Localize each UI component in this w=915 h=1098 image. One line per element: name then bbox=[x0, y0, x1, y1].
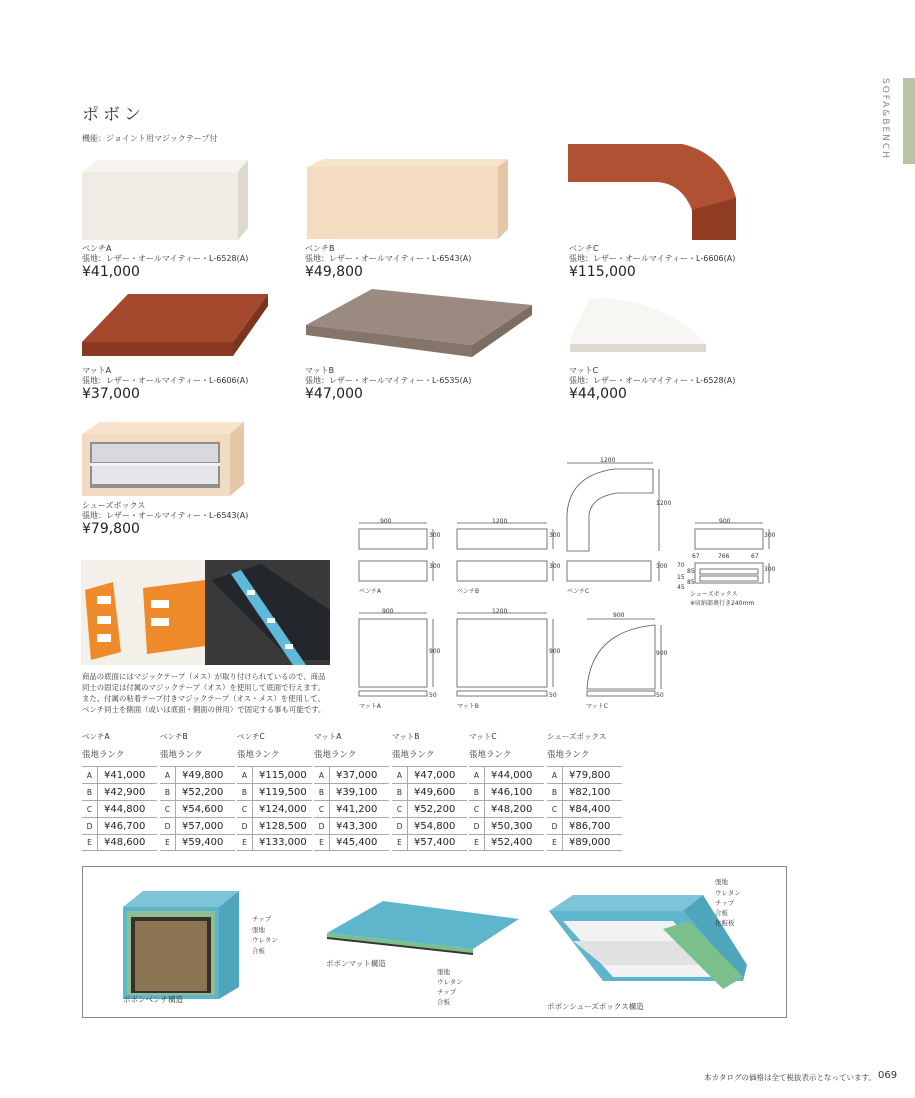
dim-bench-b-h2: 300 bbox=[549, 563, 561, 570]
rank-row bbox=[160, 817, 235, 834]
shoebox-label-decor-board: 化粧板 bbox=[715, 919, 735, 927]
product-mat-c bbox=[569, 366, 735, 402]
mat-a-image bbox=[78, 290, 273, 362]
product-price: ¥47,000 bbox=[305, 386, 363, 402]
shoebox-label-plywood: 合板 bbox=[715, 909, 728, 917]
rank-price: ¥46,100 bbox=[491, 786, 533, 798]
rank-letter: E bbox=[314, 835, 330, 850]
product-price: ¥44,000 bbox=[569, 386, 627, 402]
rank-price: ¥115,000 bbox=[259, 769, 307, 781]
rank-letter: B bbox=[237, 784, 253, 800]
rank-price: ¥133,000 bbox=[259, 837, 307, 848]
rank-price: ¥41,200 bbox=[336, 803, 378, 815]
joint-photo-collage bbox=[81, 560, 330, 665]
rank-column bbox=[160, 731, 235, 851]
dim-mat-a-t: 50 bbox=[429, 692, 437, 699]
rank-letter: C bbox=[160, 801, 176, 817]
shoebox-image bbox=[78, 420, 248, 500]
rank-column-header: 張地ランク bbox=[469, 750, 512, 760]
dim-shoebox-s1: 70 bbox=[677, 562, 685, 569]
rank-column-header: 張地ランク bbox=[547, 750, 590, 760]
dim-shoebox-s2: 85 bbox=[687, 568, 695, 575]
bench-a-image bbox=[78, 158, 253, 243]
rank-row bbox=[82, 834, 157, 851]
rank-row bbox=[547, 800, 622, 817]
shoebox-structure-caption: ポボンシューズボックス構造 bbox=[547, 1002, 644, 1011]
rank-row bbox=[314, 817, 389, 834]
rank-row bbox=[469, 766, 544, 783]
rank-column-name: シューズボックス bbox=[547, 732, 607, 741]
mat-structure-caption: ポボンマット構造 bbox=[326, 959, 386, 968]
product-name: マットB bbox=[305, 366, 335, 375]
product-fabric: 張地：レザー・オールマイティー・L-6543(A) bbox=[82, 511, 249, 520]
product-bench-b bbox=[305, 244, 471, 280]
rank-price: ¥37,000 bbox=[336, 769, 378, 781]
product-name: マットA bbox=[82, 366, 112, 375]
rank-price: ¥52,400 bbox=[491, 837, 533, 848]
rank-row bbox=[392, 800, 467, 817]
rank-price: ¥54,800 bbox=[414, 820, 456, 832]
dim-shoebox-d2: 766 bbox=[718, 553, 730, 560]
rank-column-header: 張地ランク bbox=[160, 750, 203, 760]
mat-label-chip: チップ bbox=[437, 988, 457, 996]
product-fabric: 張地：レザー・オールマイティー・L-6606(A) bbox=[82, 376, 249, 385]
rank-letter: E bbox=[547, 835, 563, 850]
product-fabric: 張地：レザー・オールマイティー・L-6543(A) bbox=[305, 254, 472, 263]
dim-shoebox-d1: 67 bbox=[692, 553, 700, 560]
rank-letter: D bbox=[82, 818, 98, 834]
dim-bench-a-h1: 300 bbox=[429, 532, 441, 539]
product-price: ¥41,000 bbox=[82, 264, 140, 280]
product-name: ベンチB bbox=[305, 244, 335, 253]
rank-row bbox=[547, 783, 622, 800]
mat-label-fabric: 張地 bbox=[437, 968, 450, 976]
rank-column-name: ベンチA bbox=[82, 732, 110, 741]
dim-shoebox-h1: 300 bbox=[764, 532, 776, 539]
dim-shoebox-d3: 67 bbox=[751, 553, 759, 560]
rank-price: ¥82,100 bbox=[569, 786, 611, 798]
rank-column-header: 張地ランク bbox=[392, 750, 435, 760]
bench-label-urethane: ウレタン bbox=[252, 936, 278, 944]
rank-price: ¥42,900 bbox=[104, 786, 146, 798]
dim-shoebox-s5: 45 bbox=[677, 584, 685, 591]
footer-tax-note: 本カタログの価格は全て税抜表示となっています。 bbox=[704, 1073, 876, 1082]
dim-bench-a-h2: 300 bbox=[429, 563, 441, 570]
diag-label-mat-b: マットB bbox=[457, 703, 479, 710]
rank-letter: B bbox=[547, 784, 563, 800]
rank-row bbox=[392, 766, 467, 783]
rank-letter: B bbox=[160, 784, 176, 800]
rank-letter: A bbox=[392, 767, 408, 783]
rank-row bbox=[82, 800, 157, 817]
rank-letter: E bbox=[82, 835, 98, 850]
product-price: ¥37,000 bbox=[82, 386, 140, 402]
rank-price: ¥128,500 bbox=[259, 820, 307, 832]
rank-price: ¥89,000 bbox=[569, 837, 611, 848]
product-name: シューズボックス bbox=[82, 501, 146, 510]
dim-mat-b-w: 1200 bbox=[492, 608, 508, 615]
rank-letter: D bbox=[547, 818, 563, 834]
rank-price: ¥45,400 bbox=[336, 837, 378, 848]
rank-price: ¥52,200 bbox=[182, 786, 224, 798]
mat-b-image bbox=[302, 287, 537, 362]
rank-price: ¥79,800 bbox=[569, 769, 611, 781]
dim-bench-c-h1: 1200 bbox=[656, 500, 672, 507]
structure-illustrations bbox=[82, 866, 787, 1018]
product-shoebox bbox=[82, 501, 248, 537]
shoebox-label-fabric: 張地 bbox=[715, 878, 728, 886]
dim-bench-c-h2: 300 bbox=[656, 563, 668, 570]
rank-row bbox=[314, 766, 389, 783]
rank-price: ¥50,300 bbox=[491, 820, 533, 832]
bench-label-fabric: 張地 bbox=[252, 926, 265, 934]
rank-letter: C bbox=[392, 801, 408, 817]
rank-column-name: マットC bbox=[469, 732, 497, 741]
rank-letter: E bbox=[392, 835, 408, 850]
rank-price: ¥49,600 bbox=[414, 786, 456, 798]
rank-price: ¥48,200 bbox=[491, 803, 533, 815]
rank-row bbox=[469, 817, 544, 834]
rank-letter: D bbox=[314, 818, 330, 834]
dim-shoebox-h2: 300 bbox=[764, 566, 776, 573]
rank-price: ¥44,800 bbox=[104, 803, 146, 815]
product-name: ベンチA bbox=[82, 244, 112, 253]
rank-row bbox=[547, 834, 622, 851]
joint-caption: 商品の底面にはマジックテープ（メス）が取り付けられているので、商品同士の固定は付属のマジックテープ（オス）を使用して底面で行えます。また、付属の粘着テープ付きマジックテープ（オス・メス）を使用して、ベンチ同士を側面（或いは底面・側面の併用）で固定する事も可能です。 bbox=[82, 672, 326, 714]
rank-row bbox=[237, 817, 312, 834]
rank-row bbox=[392, 817, 467, 834]
page-number: 069 bbox=[878, 1070, 898, 1081]
rank-letter: A bbox=[469, 767, 485, 783]
rank-letter: D bbox=[392, 818, 408, 834]
bench-label-plywood: 合板 bbox=[252, 947, 265, 955]
product-price: ¥79,800 bbox=[82, 521, 140, 537]
rank-column bbox=[82, 731, 157, 851]
dimension-diagrams bbox=[355, 455, 775, 715]
rank-price: ¥46,700 bbox=[104, 820, 146, 832]
product-bench-c bbox=[569, 244, 735, 280]
rank-price: ¥86,700 bbox=[569, 820, 611, 832]
rank-column-name: ベンチC bbox=[237, 732, 265, 741]
diag-label-bench-a: ベンチA bbox=[359, 588, 382, 595]
rank-row bbox=[314, 783, 389, 800]
product-fabric: 張地：レザー・オールマイティー・L-6606(A) bbox=[569, 254, 736, 263]
rank-price: ¥54,600 bbox=[182, 803, 224, 815]
page-title: ポボン bbox=[82, 105, 145, 125]
product-name: ベンチC bbox=[569, 244, 599, 253]
rank-row bbox=[237, 766, 312, 783]
bench-label-chip: チップ bbox=[252, 915, 272, 923]
product-fabric: 張地：レザー・オールマイティー・L-6528(A) bbox=[82, 254, 249, 263]
rank-price: ¥119,500 bbox=[259, 786, 307, 798]
mat-label-urethane: ウレタン bbox=[437, 978, 463, 986]
rank-letter: A bbox=[547, 767, 563, 783]
rank-letter: C bbox=[469, 801, 485, 817]
rank-row bbox=[392, 783, 467, 800]
dim-mat-c-h: 900 bbox=[656, 650, 668, 657]
dim-bench-a-w: 900 bbox=[380, 518, 392, 525]
product-fabric: 張地：レザー・オールマイティー・L-6535(A) bbox=[305, 376, 472, 385]
rank-letter: C bbox=[82, 801, 98, 817]
diag-label-mat-c: マットC bbox=[586, 703, 608, 710]
rank-row bbox=[314, 834, 389, 851]
product-mat-b bbox=[305, 366, 471, 402]
rank-row bbox=[547, 766, 622, 783]
rank-letter: A bbox=[237, 767, 253, 783]
rank-row bbox=[160, 783, 235, 800]
rank-column bbox=[314, 731, 389, 851]
rank-price: ¥57,000 bbox=[182, 820, 224, 832]
rank-price: ¥59,400 bbox=[182, 837, 224, 848]
rank-row bbox=[469, 800, 544, 817]
bench-structure-figure bbox=[119, 887, 272, 1002]
rank-row bbox=[237, 834, 312, 851]
dim-shoebox-s3: 15 bbox=[677, 574, 685, 581]
side-category-label: SOFA&BENCH bbox=[880, 78, 890, 160]
rank-column bbox=[237, 731, 312, 851]
rank-price: ¥47,000 bbox=[414, 769, 456, 781]
dim-mat-b-h: 900 bbox=[549, 648, 561, 655]
rank-letter: B bbox=[392, 784, 408, 800]
rank-row bbox=[160, 800, 235, 817]
mat-label-plywood: 合板 bbox=[437, 998, 450, 1006]
rank-letter: B bbox=[314, 784, 330, 800]
rank-row bbox=[237, 783, 312, 800]
dim-mat-c-w: 900 bbox=[613, 612, 625, 619]
rank-letter: D bbox=[237, 818, 253, 834]
rank-row bbox=[160, 834, 235, 851]
rank-letter: C bbox=[314, 801, 330, 817]
diag-label-bench-c: ベンチC bbox=[567, 588, 590, 595]
rank-row bbox=[82, 817, 157, 834]
product-price: ¥115,000 bbox=[569, 264, 636, 280]
rank-column-name: ベンチB bbox=[160, 732, 188, 741]
rank-letter: E bbox=[469, 835, 485, 850]
product-mat-a bbox=[82, 366, 248, 402]
rank-row bbox=[469, 834, 544, 851]
product-fabric: 張地：レザー・オールマイティー・L-6528(A) bbox=[569, 376, 736, 385]
rank-row bbox=[237, 800, 312, 817]
mat-c-image bbox=[564, 294, 714, 356]
rank-letter: A bbox=[314, 767, 330, 783]
mat-structure-figure bbox=[323, 895, 523, 955]
rank-letter: D bbox=[469, 818, 485, 834]
product-name: マットC bbox=[569, 366, 599, 375]
side-tab-marker bbox=[903, 78, 915, 164]
rank-letter: B bbox=[469, 784, 485, 800]
rank-column bbox=[547, 731, 622, 851]
rank-row bbox=[82, 783, 157, 800]
rank-price: ¥124,000 bbox=[259, 803, 307, 815]
rank-letter: A bbox=[82, 767, 98, 783]
rank-column-name: マットB bbox=[392, 732, 420, 741]
dim-bench-b-w: 1200 bbox=[492, 518, 508, 525]
rank-letter: E bbox=[160, 835, 176, 850]
dim-mat-c-t: 50 bbox=[656, 692, 664, 699]
rank-price: ¥84,400 bbox=[569, 803, 611, 815]
diag-label-bench-b: ベンチB bbox=[457, 588, 480, 595]
rank-price: ¥48,600 bbox=[104, 837, 146, 848]
bench-c-image bbox=[564, 140, 744, 245]
rank-column-header: 張地ランク bbox=[82, 750, 125, 760]
rank-price: ¥43,300 bbox=[336, 820, 378, 832]
dim-mat-b-t: 50 bbox=[549, 692, 557, 699]
rank-letter: E bbox=[237, 835, 253, 850]
rank-price: ¥44,000 bbox=[491, 769, 533, 781]
rank-row bbox=[547, 817, 622, 834]
shoebox-label-urethane: ウレタン bbox=[715, 889, 741, 897]
rank-row bbox=[392, 834, 467, 851]
dim-bench-c-w: 1200 bbox=[600, 457, 616, 464]
rank-letter: A bbox=[160, 767, 176, 783]
rank-column-name: マットA bbox=[314, 732, 342, 741]
diag-label-mat-a: マットA bbox=[359, 703, 381, 710]
dim-shoebox-w: 900 bbox=[719, 518, 731, 525]
rank-column bbox=[469, 731, 544, 851]
bench-b-image bbox=[303, 157, 513, 242]
bench-structure-caption: ポボンベンチ構造 bbox=[123, 995, 183, 1004]
rank-row bbox=[314, 800, 389, 817]
rank-row bbox=[469, 783, 544, 800]
rank-column-header: 張地ランク bbox=[237, 750, 280, 760]
rank-column bbox=[392, 731, 467, 851]
rank-price: ¥49,800 bbox=[182, 769, 224, 781]
diag-label-shoebox: シューズボックス bbox=[690, 591, 738, 598]
rank-price: ¥39,100 bbox=[336, 786, 378, 798]
rank-letter: C bbox=[547, 801, 563, 817]
rank-column-header: 張地ランク bbox=[314, 750, 357, 760]
dim-mat-a-w: 900 bbox=[382, 608, 394, 615]
rank-row bbox=[82, 766, 157, 783]
rank-row bbox=[160, 766, 235, 783]
rank-letter: C bbox=[237, 801, 253, 817]
dim-shoebox-s4: 85 bbox=[687, 579, 695, 586]
rank-letter: B bbox=[82, 784, 98, 800]
shoebox-storage-note: ※収納部奥行き240mm bbox=[690, 600, 755, 607]
function-note: 機能：ジョイント用マジックテープ付 bbox=[82, 134, 218, 143]
product-price: ¥49,800 bbox=[305, 264, 363, 280]
rank-price: ¥52,200 bbox=[414, 803, 456, 815]
product-bench-a bbox=[82, 244, 248, 280]
shoebox-label-chip: チップ bbox=[715, 899, 735, 907]
dim-bench-b-h1: 300 bbox=[549, 532, 561, 539]
dim-mat-a-h: 900 bbox=[429, 648, 441, 655]
rank-price: ¥57,400 bbox=[414, 837, 456, 848]
rank-price: ¥41,000 bbox=[104, 769, 146, 781]
rank-letter: D bbox=[160, 818, 176, 834]
